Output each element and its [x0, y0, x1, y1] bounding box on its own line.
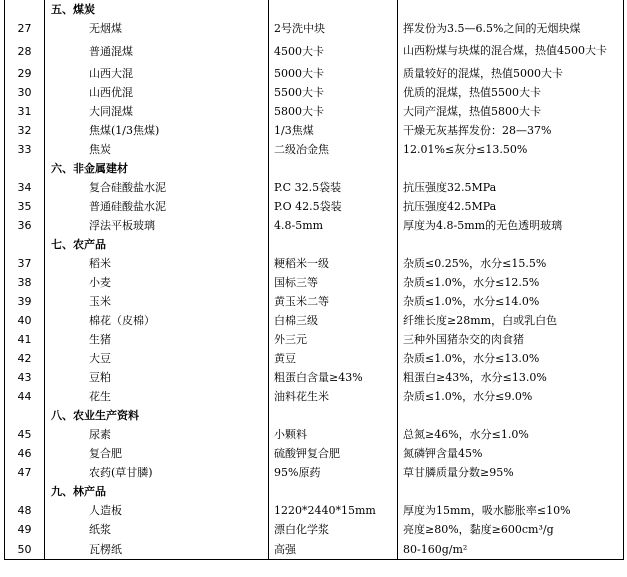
product-description: 山西粉煤与块煤的混合煤，热值4500大卡 — [398, 38, 624, 64]
category-row — [5, 235, 624, 254]
product-name: 棉花（皮棉） — [45, 311, 269, 330]
spec-cell — [269, 482, 398, 501]
product-description: 杂质≤1.0%，水分≤9.0% — [398, 387, 624, 406]
product-name: 普通硅酸盐水泥 — [45, 197, 269, 216]
product-description: 纤维长度≥28mm，白或乳白色 — [398, 311, 624, 330]
product-name: 普通混煤 — [45, 38, 269, 64]
row-number: 46 — [5, 444, 45, 463]
category-row — [5, 159, 624, 178]
category-heading: 六、非金属建材 — [45, 159, 269, 178]
table-row — [5, 121, 624, 140]
table-row — [5, 254, 624, 273]
product-description: 大同产混煤，热值5800大卡 — [398, 102, 624, 121]
table-row — [5, 19, 624, 38]
row-number: 41 — [5, 330, 45, 349]
table-row — [5, 197, 624, 216]
product-description: 氮磷钾含量45% — [398, 444, 624, 463]
table-row — [5, 38, 624, 64]
table-row — [5, 501, 624, 520]
product-spec: 粗蛋白含量≥43% — [269, 368, 398, 387]
commodity-spec-table-wrapper — [4, 0, 623, 560]
product-spec: 95%原药 — [269, 463, 398, 482]
category-heading: 七、农产品 — [45, 235, 269, 254]
product-name: 焦炭 — [45, 140, 269, 159]
table-body — [5, 0, 624, 560]
description-cell — [398, 482, 624, 501]
row-number: 34 — [5, 178, 45, 197]
product-description: 草甘膦质量分数≥95% — [398, 463, 624, 482]
table-row — [5, 463, 624, 482]
product-name: 农药(草甘膦) — [45, 463, 269, 482]
row-number: 48 — [5, 501, 45, 520]
row-number: 50 — [5, 539, 45, 560]
product-description: 粗蛋白≥43%，水分≤13.0% — [398, 368, 624, 387]
product-name: 焦煤(1/3焦煤) — [45, 121, 269, 140]
product-spec: 黄玉米二等 — [269, 292, 398, 311]
product-spec: 漂白化学浆 — [269, 520, 398, 539]
product-name: 复合肥 — [45, 444, 269, 463]
row-number: 33 — [5, 140, 45, 159]
table-row — [5, 349, 624, 368]
product-spec: 2号洗中块 — [269, 19, 398, 38]
row-number: 31 — [5, 102, 45, 121]
row-number-cell — [5, 235, 45, 254]
product-spec: 5800大卡 — [269, 102, 398, 121]
product-name: 稻米 — [45, 254, 269, 273]
product-spec: P.O 42.5袋装 — [269, 197, 398, 216]
table-row — [5, 520, 624, 539]
product-name: 小麦 — [45, 273, 269, 292]
product-spec: P.C 32.5袋装 — [269, 178, 398, 197]
description-cell — [398, 235, 624, 254]
product-name: 无烟煤 — [45, 19, 269, 38]
table-row — [5, 102, 624, 121]
product-spec: 5000大卡 — [269, 64, 398, 83]
row-number: 40 — [5, 311, 45, 330]
product-description: 杂质≤1.0%，水分≤13.0% — [398, 349, 624, 368]
description-cell — [398, 406, 624, 425]
row-number: 30 — [5, 83, 45, 102]
product-description: 抗压强度32.5MPa — [398, 178, 624, 197]
row-number: 27 — [5, 19, 45, 38]
row-number-cell — [5, 406, 45, 425]
product-spec: 二级冶金焦 — [269, 140, 398, 159]
row-number: 38 — [5, 273, 45, 292]
product-spec: 1/3焦煤 — [269, 121, 398, 140]
product-name: 瓦楞纸 — [45, 539, 269, 560]
product-spec: 外三元 — [269, 330, 398, 349]
product-description: 干燥无灰基挥发份：28—37% — [398, 121, 624, 140]
table-row — [5, 330, 624, 349]
table-row — [5, 311, 624, 330]
row-number: 37 — [5, 254, 45, 273]
table-row — [5, 216, 624, 235]
product-name: 尿素 — [45, 425, 269, 444]
table-row — [5, 539, 624, 560]
category-heading: 九、林产品 — [45, 482, 269, 501]
row-number: 49 — [5, 520, 45, 539]
product-spec: 4.8-5mm — [269, 216, 398, 235]
category-row — [5, 406, 624, 425]
product-name: 纸浆 — [45, 520, 269, 539]
product-description: 优质的混煤，热值5500大卡 — [398, 83, 624, 102]
product-description: 12.01%≤灰分≤13.50% — [398, 140, 624, 159]
product-spec: 高强 — [269, 539, 398, 560]
row-number-cell — [5, 159, 45, 178]
product-name: 浮法平板玻璃 — [45, 216, 269, 235]
product-description: 杂质≤0.25%，水分≤15.5% — [398, 254, 624, 273]
table-row — [5, 425, 624, 444]
product-spec: 5500大卡 — [269, 83, 398, 102]
commodity-spec-table — [4, 0, 624, 560]
row-number: 47 — [5, 463, 45, 482]
product-description: 质量较好的混煤，热值5000大卡 — [398, 64, 624, 83]
description-cell — [398, 159, 624, 178]
product-description: 总氮≥46%，水分≤1.0% — [398, 425, 624, 444]
spec-cell — [269, 0, 398, 19]
product-spec: 1220*2440*15mm — [269, 501, 398, 520]
product-spec: 黄豆 — [269, 349, 398, 368]
row-number: 43 — [5, 368, 45, 387]
table-row — [5, 273, 624, 292]
table-row — [5, 83, 624, 102]
row-number: 32 — [5, 121, 45, 140]
product-spec: 国标三等 — [269, 273, 398, 292]
product-description: 杂质≤1.0%，水分≤12.5% — [398, 273, 624, 292]
row-number: 44 — [5, 387, 45, 406]
table-row — [5, 178, 624, 197]
spec-cell — [269, 159, 398, 178]
table-row — [5, 292, 624, 311]
row-number-cell — [5, 482, 45, 501]
row-number-cell — [5, 0, 45, 19]
row-number: 36 — [5, 216, 45, 235]
table-row — [5, 387, 624, 406]
product-name: 人造板 — [45, 501, 269, 520]
product-description: 亮度≥80%，黏度≥600cm³/g — [398, 520, 624, 539]
product-description: 80-160g/m² — [398, 539, 624, 560]
row-number: 35 — [5, 197, 45, 216]
row-number: 45 — [5, 425, 45, 444]
product-description: 三种外国猪杂交的肉食猪 — [398, 330, 624, 349]
table-row — [5, 368, 624, 387]
product-spec: 粳稻米一级 — [269, 254, 398, 273]
product-spec: 白棉三级 — [269, 311, 398, 330]
product-name: 复合硅酸盐水泥 — [45, 178, 269, 197]
table-row — [5, 444, 624, 463]
product-description: 挥发份为3.5—6.5%之间的无烟块煤 — [398, 19, 624, 38]
row-number: 42 — [5, 349, 45, 368]
product-name: 大同混煤 — [45, 102, 269, 121]
product-description: 抗压强度42.5MPa — [398, 197, 624, 216]
product-description: 厚度为15mm，吸水膨胀率≤10% — [398, 501, 624, 520]
table-row — [5, 64, 624, 83]
row-number: 28 — [5, 38, 45, 64]
product-spec: 硫酸钾复合肥 — [269, 444, 398, 463]
spec-cell — [269, 406, 398, 425]
description-cell — [398, 0, 624, 19]
category-heading: 八、农业生产资料 — [45, 406, 269, 425]
product-name: 花生 — [45, 387, 269, 406]
product-description: 杂质≤1.0%，水分≤14.0% — [398, 292, 624, 311]
product-name: 豆粕 — [45, 368, 269, 387]
product-name: 玉米 — [45, 292, 269, 311]
product-spec: 小颗料 — [269, 425, 398, 444]
product-name: 大豆 — [45, 349, 269, 368]
product-description: 厚度为4.8-5mm的无色透明玻璃 — [398, 216, 624, 235]
spec-cell — [269, 235, 398, 254]
row-number: 29 — [5, 64, 45, 83]
product-name: 山西优混 — [45, 83, 269, 102]
category-row — [5, 482, 624, 501]
product-name: 生猪 — [45, 330, 269, 349]
category-row — [5, 0, 624, 19]
row-number: 39 — [5, 292, 45, 311]
category-heading: 五、煤炭 — [45, 0, 269, 19]
product-spec: 油料花生米 — [269, 387, 398, 406]
product-spec: 4500大卡 — [269, 38, 398, 64]
product-name: 山西大混 — [45, 64, 269, 83]
table-row — [5, 140, 624, 159]
